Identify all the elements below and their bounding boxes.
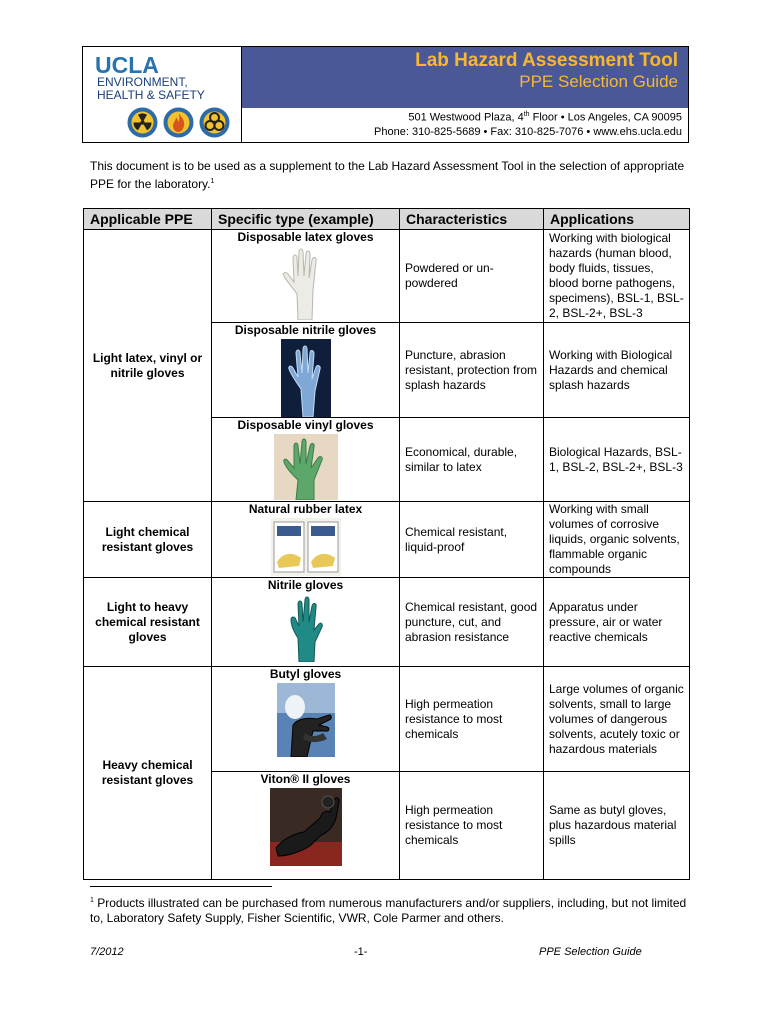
characteristics-cell: Economical, durable, similar to latex [400,418,544,502]
type-cell [212,230,400,323]
characteristics-cell: Chemical resistant, liquid-proof [400,502,544,578]
ucla-logo-text: UCLA [95,52,159,78]
latex-glove-image [278,246,334,320]
contact-info: Phone: 310-825-5689 • Fax: 310-825-7076 • www.ehs.ucla.edu [374,126,682,138]
table-row [84,667,690,772]
type-cell [212,772,400,880]
address [408,111,682,124]
header-characteristics: Characteristics [400,209,544,230]
footnote-divider [90,886,272,887]
characteristics-cell: Puncture, abrasion resistant, protection from splash hazards [400,323,544,418]
type-cell [212,323,400,418]
characteristics-cell: High permeation resistance to most chemicals [400,772,544,880]
type-label: Disposable latex gloves [237,230,374,244]
title-band [242,47,688,108]
footer-page-number: -1- [354,946,368,958]
header-applications: Applications [544,209,690,230]
header-applicable-ppe: Applicable PPE [84,209,212,230]
table-row [84,578,690,667]
footnote-ref: 1 [210,178,215,185]
radiation-icon [127,107,158,138]
applications-cell: Large volumes of organic solvents, small to large volumes of dangerous solvents, acutely toxic or hazardous materials [544,667,690,772]
footnote-text: Products illustrated can be purchased from numerous manufacturers and/or suppliers, including, but not limited to, Laboratory Safety Supply, Fisher Scientific, VWR, Cole Parmer and others. [90,896,687,925]
category-light-heavy-chemical: Light to heavy chemical resistant gloves [84,578,212,667]
logo-subtitle-line2: HEALTH & SAFETY [97,88,205,102]
address-floor-sup: th [523,111,530,118]
nitrile-glove-image [281,339,331,417]
footer-doc-title: PPE Selection Guide [539,946,642,958]
table-row [84,502,690,578]
ppe-table [83,208,690,880]
applications-cell: Apparatus under pressure, air or water reactive chemicals [544,578,690,667]
ucla-ehs-logo [83,47,242,142]
hazard-icons [127,107,231,138]
footnote [90,893,690,926]
footnote-number: 1 [90,897,94,904]
header-specific-type: Specific type (example) [212,209,400,230]
category-light-gloves: Light latex, vinyl or nitrile gloves [84,230,212,502]
type-label: Disposable vinyl gloves [237,418,374,432]
applications-cell: Working with Biological Hazards and chemical splash hazards [544,323,690,418]
address-city: Floor • Los Angeles, CA 90095 [529,111,682,124]
applications-cell: Working with small volumes of corrosive liquids, organic solvents, flammable organic compounds [544,502,690,578]
category-light-chemical: Light chemical resistant gloves [84,502,212,578]
nitrile-chemical-glove-image [289,594,323,662]
vinyl-glove-image [274,434,338,500]
biohazard-icon [199,107,230,138]
intro-text: This document is to be used as a supplement to the Lab Hazard Assessment Tool in the selection of appropriate PPE for the laboratory. [90,159,685,191]
type-label: Natural rubber latex [248,502,363,516]
butyl-glove-image [277,683,335,757]
type-label: Nitrile gloves [267,578,344,592]
applications-cell: Working with biological hazards (human blood, body fluids, tissues, blood borne pathogens, specimens), BSL-1, BSL-2, BSL-2+, BSL-3 [544,230,690,323]
table-row [84,230,690,323]
logo-subtitle-line1: ENVIRONMENT, [97,75,188,89]
type-cell [212,502,400,578]
document-header [82,46,689,143]
type-label: Disposable nitrile gloves [234,323,377,337]
type-cell [212,578,400,667]
document-subtitle: PPE Selection Guide [519,72,678,91]
rubber-latex-glove-image [271,518,341,576]
type-label: Butyl gloves [269,667,342,681]
applications-cell: Same as butyl gloves, plus hazardous material spills [544,772,690,880]
address-street: 501 Westwood Plaza, 4 [408,111,524,124]
table-header-row [84,209,690,230]
applications-cell: Biological Hazards, BSL-1, BSL-2, BSL-2+, BSL-3 [544,418,690,502]
characteristics-cell: Powdered or un-powdered [400,230,544,323]
type-cell [212,667,400,772]
intro-paragraph [90,159,690,192]
type-cell [212,418,400,502]
type-label: Viton® II gloves [260,772,351,786]
characteristics-cell: High permeation resistance to most chemicals [400,667,544,772]
characteristics-cell: Chemical resistant, good puncture, cut, and abrasion resistance [400,578,544,667]
category-heavy-chemical: Heavy chemical resistant gloves [84,667,212,880]
flame-icon [163,107,194,138]
footer-date: 7/2012 [90,946,124,958]
viton-glove-image [270,788,342,866]
document-title: Lab Hazard Assessment Tool [415,50,678,71]
